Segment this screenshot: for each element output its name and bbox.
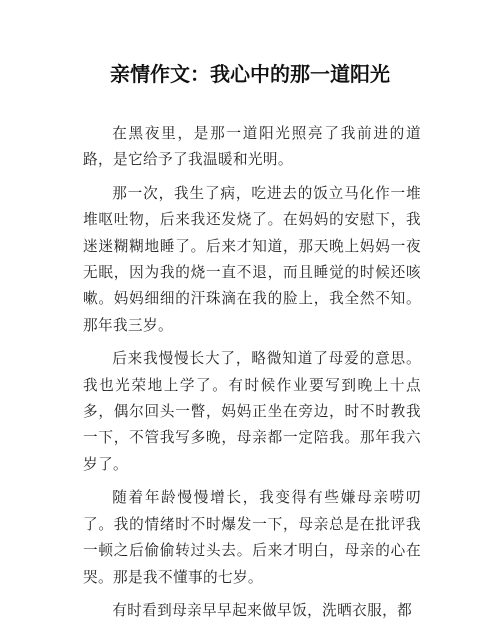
article-title: 亲情作文：我心中的那一道阳光 xyxy=(110,62,390,86)
paragraph-1: 在黑夜里，是那一道阳光照亮了我前进的道路，是它给予了我温暖和光明。 xyxy=(83,125,421,169)
paragraph-3: 后来我慢慢长大了，略微知道了母爱的意思。我也光荣地上学了。有时候作业要写到晚上十点多，偶尔回头一瞥，妈妈正坐在旁边，时不时教我一下，不管我写多晚，母亲都一定陪我。那年我六岁了。 xyxy=(83,350,421,473)
paragraph-4: 随着年龄慢慢增长，我变得有些嫌母亲唠叨了。我的情绪时不时爆发一下，母亲总是在批评我一顿之后偷偷转过头去。后来才明白，母亲的心在哭。那是我不懂事的七岁。 xyxy=(83,489,421,586)
article-body xyxy=(83,121,421,631)
paragraph-2: 那一次，我生了病，吃进去的饭立马化作一堆堆呕吐物，后来我还发烧了。在妈妈的安慰下，我迷迷糊糊地睡了。后来才知道，那天晚上妈妈一夜无眠，因为我的烧一直不退，而且睡觉的时候还咳嗽。妈妈细细的汗珠滴在我的脸上，我全然不知。那年我三岁。 xyxy=(83,184,421,334)
paragraph-5: 有时看到母亲早早起来做早饭，洗晒衣服，都 xyxy=(112,601,413,619)
